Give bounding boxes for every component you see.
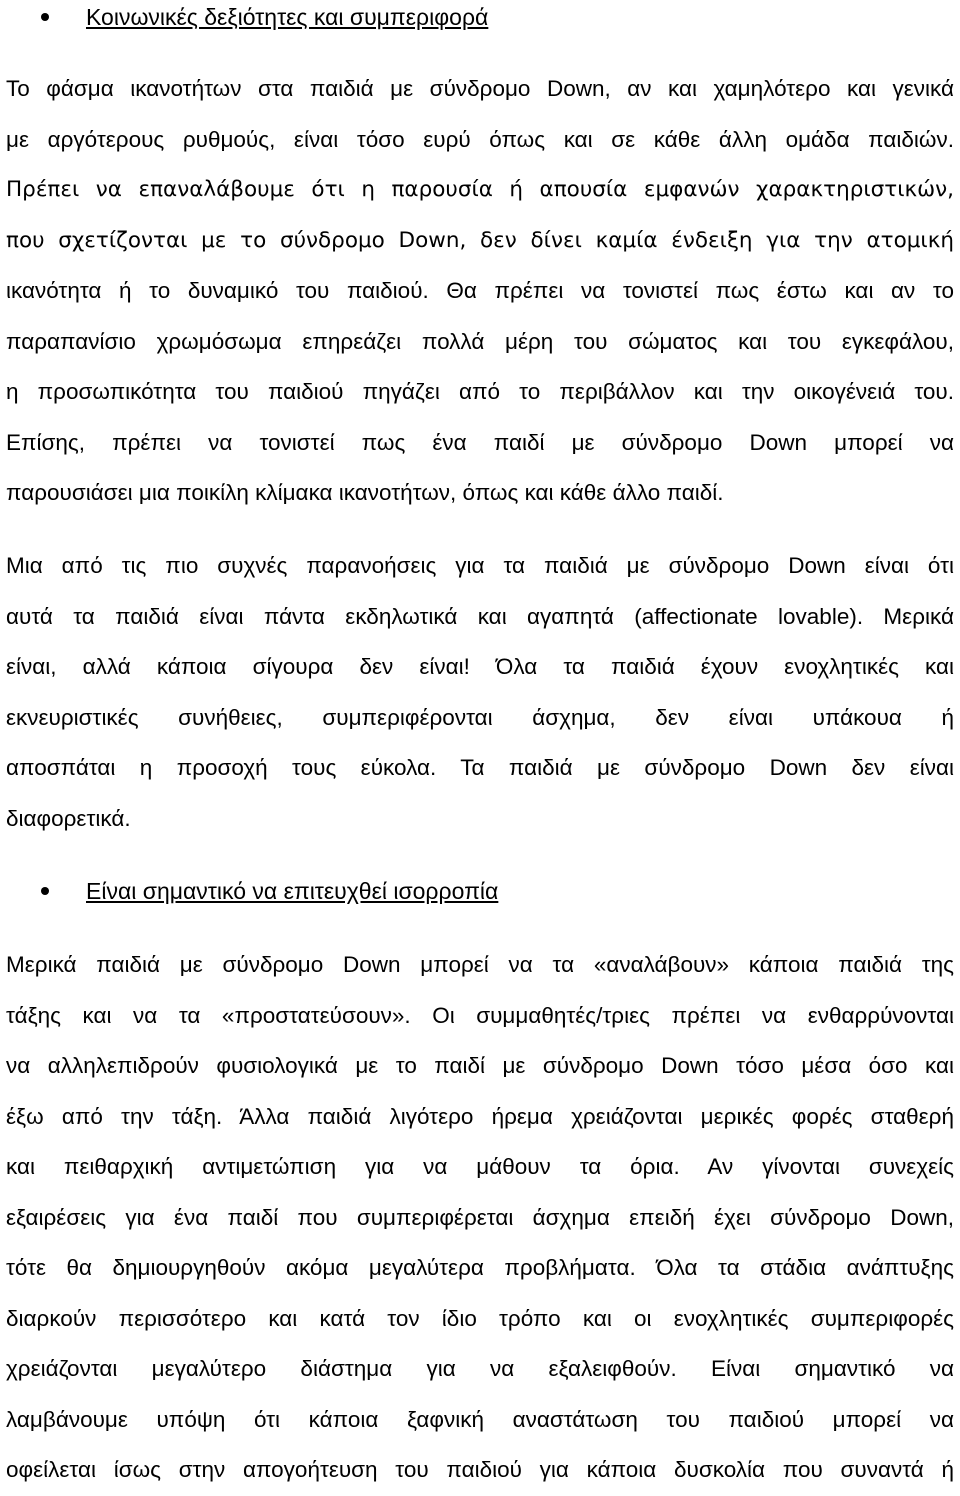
text-line: παρουσιάσει μια ποικίλη κλίμακα ικανοτήτων, όπως και κάθε άλλο παιδί. bbox=[6, 480, 724, 505]
text-line: Μια από τις πιο συχνές παρανοήσεις για τα παιδιά με σύνδρομο Down είναι ότι bbox=[6, 553, 954, 578]
text-line: παραπανίσιο χρωμόσωμα επηρεάζει πολλά μέρη του σώματος και του εγκεφάλου, bbox=[6, 328, 954, 354]
paragraph-balance bbox=[6, 940, 954, 1496]
text-line: αυτά τα παιδιά είναι πάντα εκδηλωτικά και αγαπητά (affectionate lovable). Μερικά bbox=[6, 603, 954, 629]
bullet-icon bbox=[41, 887, 49, 895]
text-line: τότε θα δημιουργηθούν ακόμα μεγαλύτερα προβλήματα. Όλα τα στάδια ανάπτυξης bbox=[6, 1255, 954, 1280]
text-line: Επίσης, πρέπει να τονιστεί πως ένα παιδί με σύνδρομο Down μπορεί να bbox=[6, 429, 954, 455]
section-heading-social-skills bbox=[6, 0, 954, 34]
text-line: χρειάζονται μεγαλύτερο διάστημα για να εξαλειφθούν. Είναι σημαντικό να bbox=[6, 1356, 954, 1381]
bullet-icon bbox=[41, 13, 49, 21]
paragraph-skills-spectrum bbox=[6, 64, 954, 519]
text-line: λαμβάνουμε υπόψη ότι κάποια ξαφνική αναστάτωση του παιδιού μπορεί να bbox=[6, 1406, 954, 1432]
text-line: που σχετίζονται με το σύνδρομο Down, δεν δίνει καμία ένδειξη για την ατομική bbox=[6, 227, 954, 253]
text-line: τάξης και να τα «προστατεύσουν». Οι συμμαθητές/τριες πρέπει να ενθαρρύνονται bbox=[6, 1002, 954, 1028]
text-line: με αργότερους ρυθμούς, είναι τόσο ευρύ όπως και σε κάθε άλλη ομάδα παιδιών. bbox=[6, 126, 954, 152]
text-line: οφείλεται ίσως στην απογοήτευση του παιδιού για κάποια δυσκολία που συναντά ή bbox=[6, 1457, 954, 1482]
text-line: ικανότητα ή το δυναμικό του παιδιού. Θα πρέπει να τονιστεί πως έστω και αν το bbox=[6, 278, 954, 303]
text-line: είναι, αλλά κάποια σίγουρα δεν είναι! Όλα τα παιδιά έχουν ενοχλητικές και bbox=[6, 654, 954, 679]
paragraph-misconceptions bbox=[6, 541, 954, 844]
heading-text: Κοινωνικές δεξιότητες και συμπεριφορά bbox=[86, 4, 489, 30]
text-line: και πειθαρχική αντιμετώπιση για να μάθουν τα όρια. Αν γίνονται συνεχείς bbox=[6, 1154, 954, 1179]
text-line: διαφορετικά. bbox=[6, 805, 131, 831]
text-line: διαρκούν περισσότερο και κατά τον ίδιο τρόπο και οι ενοχλητικές συμπεριφορές bbox=[6, 1305, 954, 1331]
text-line: εκνευριστικές συνήθειες, συμπεριφέρονται άσχημα, δεν είναι υπάκουα ή bbox=[6, 704, 954, 730]
heading-text: Είναι σημαντικό να επιτευχθεί ισορροπία bbox=[86, 878, 499, 904]
text-line: Πρέπει να επαναλάβουμε ότι η παρουσία ή απουσία εμφανών χαρακτηριστικών, bbox=[6, 177, 954, 202]
text-line: να αλληλεπιδρούν φυσιολογικά με το παιδί με σύνδρομο Down τόσο μέσα όσο και bbox=[6, 1053, 954, 1078]
text-line: έξω από την τάξη. Άλλα παιδιά λιγότερο ήρεμα χρειάζονται μερικές φορές σταθερή bbox=[6, 1103, 954, 1129]
text-line: Το φάσμα ικανοτήτων στα παιδιά με σύνδρομο Down, αν και χαμηλότερο και γενικά bbox=[6, 76, 954, 101]
text-line: αποσπάται η προσοχή τους εύκολα. Τα παιδιά με σύνδρομο Down δεν είναι bbox=[6, 755, 954, 780]
text-line: Μερικά παιδιά με σύνδρομο Down μπορεί να τα «αναλάβουν» κάποια παιδιά της bbox=[6, 952, 954, 977]
text-line: η προσωπικότητα του παιδιού πηγάζει από το περιβάλλον και την οικογένειά του. bbox=[6, 379, 954, 404]
text-line: εξαιρέσεις για ένα παιδί που συμπεριφέρεται άσχημα επειδή έχει σύνδρομο Down, bbox=[6, 1204, 954, 1230]
section-heading-balance bbox=[6, 874, 954, 908]
